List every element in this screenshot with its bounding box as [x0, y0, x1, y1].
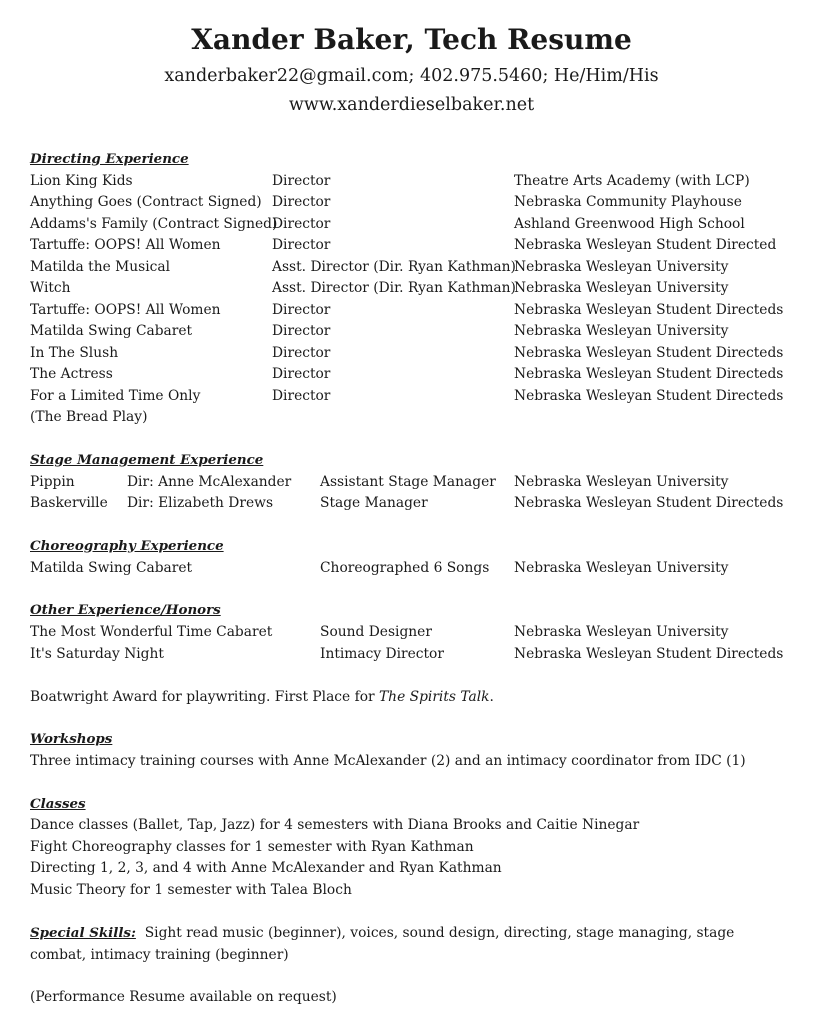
directing-show: Anything Goes (Contract Signed): [30, 194, 262, 210]
directing-role: Director: [272, 237, 331, 253]
other-venue: Nebraska Wesleyan University: [514, 624, 729, 640]
directing-venue: Nebraska Wesleyan University: [514, 323, 729, 339]
stage-management-heading: Stage Management Experience: [30, 452, 264, 468]
directing-role: Director: [272, 216, 331, 232]
directing-role: Asst. Director (Dir. Ryan Kathman): [272, 259, 516, 275]
workshops-text: Three intimacy training courses with Anne McAlexander (2) and an intimacy coordinator from IDC (1): [30, 753, 746, 769]
directing-role: Director: [272, 345, 331, 361]
contact-info: xanderbaker22@gmail.com; 402.975.5460; He/Him/His: [164, 66, 659, 86]
directing-venue: Nebraska Wesleyan University: [514, 280, 729, 296]
special-skills-heading: Special Skills:: [30, 925, 136, 941]
directing-venue: Nebraska Wesleyan Student Directed: [514, 237, 777, 253]
choreo-role: Choreographed 6 Songs: [320, 560, 490, 576]
sm-director: Dir: Anne McAlexander: [127, 474, 292, 490]
award-text: Boatwright Award for playwriting. First Place for: [30, 689, 379, 705]
directing-venue: Nebraska Community Playhouse: [514, 194, 742, 210]
directing-venue: Ashland Greenwood High School: [514, 216, 745, 232]
other-heading: Other Experience/Honors: [30, 602, 221, 618]
directing-venue: Nebraska Wesleyan Student Directeds: [514, 366, 784, 382]
class-item: Directing 1, 2, 3, and 4 with Anne McAlexander and Ryan Kathman: [30, 860, 502, 876]
directing-show: Matilda Swing Cabaret: [30, 323, 193, 339]
directing-role: Director: [272, 302, 331, 318]
choreo-show: Matilda Swing Cabaret: [30, 560, 193, 576]
directing-show: For a Limited Time Only: [30, 388, 201, 404]
award-end: .: [489, 689, 494, 705]
class-item: Dance classes (Ballet, Tap, Jazz) for 4 semesters with Diana Brooks and Caitie Ninegar: [30, 817, 640, 833]
other-show: It's Saturday Night: [30, 646, 164, 662]
directing-venue: Nebraska Wesleyan Student Directeds: [514, 345, 784, 361]
class-item: Music Theory for 1 semester with Talea Bloch: [30, 882, 352, 898]
directing-show: The Actress: [30, 366, 113, 382]
classes-heading: Classes: [30, 796, 86, 812]
special-skills: [30, 923, 780, 966]
directing-show: In The Slush: [30, 345, 119, 361]
sm-venue: Nebraska Wesleyan University: [514, 474, 729, 490]
sm-show: Pippin: [30, 474, 75, 490]
choreography-heading: Choreography Experience: [30, 538, 224, 554]
directing-venue: Nebraska Wesleyan Student Directeds: [514, 302, 784, 318]
sm-role: Stage Manager: [320, 495, 428, 511]
directing-role: Director: [272, 388, 331, 404]
directing-show: Lion King Kids: [30, 173, 133, 189]
sm-director: Dir: Elizabeth Drews: [127, 495, 274, 511]
directing-venue: Nebraska Wesleyan University: [514, 259, 729, 275]
other-role: Intimacy Director: [320, 646, 444, 662]
directing-show: Tartuffe: OOPS! All Women: [30, 302, 221, 318]
award-line: [30, 687, 494, 708]
directing-venue: Theatre Arts Academy (with LCP): [514, 173, 750, 189]
resume-title: Xander Baker, Tech Resume: [191, 23, 632, 56]
website-link[interactable]: www.xanderdieselbaker.net: [288, 95, 535, 115]
directing-show: Addams's Family (Contract Signed): [30, 216, 278, 232]
directing-role: Asst. Director (Dir. Ryan Kathman): [272, 280, 516, 296]
sm-venue: Nebraska Wesleyan Student Directeds: [514, 495, 784, 511]
directing-heading: Directing Experience: [30, 151, 189, 167]
directing-role: Director: [272, 323, 331, 339]
sm-show: Baskerville: [30, 495, 108, 511]
directing-role: Director: [272, 194, 331, 210]
directing-show: Witch: [30, 280, 71, 296]
directing-venue: Nebraska Wesleyan Student Directeds: [514, 388, 784, 404]
other-show: The Most Wonderful Time Cabaret: [30, 624, 273, 640]
workshops-heading: Workshops: [30, 731, 113, 747]
directing-role: Director: [272, 366, 331, 382]
footer-note: (Performance Resume available on request): [30, 989, 337, 1005]
other-role: Sound Designer: [320, 624, 432, 640]
directing-show: Matilda the Musical: [30, 259, 171, 275]
special-skills-text: Sight read music (beginner), voices, sound design, directing, stage managing, stage combat, intimacy training (beginner): [30, 925, 735, 963]
directing-show-continuation: (The Bread Play): [30, 409, 148, 425]
sm-role: Assistant Stage Manager: [320, 474, 496, 490]
directing-role: Director: [272, 173, 331, 189]
other-venue: Nebraska Wesleyan Student Directeds: [514, 646, 784, 662]
choreo-venue: Nebraska Wesleyan University: [514, 560, 729, 576]
class-item: Fight Choreography classes for 1 semester with Ryan Kathman: [30, 839, 474, 855]
directing-show: Tartuffe: OOPS! All Women: [30, 237, 221, 253]
award-title: The Spirits Talk: [378, 689, 490, 705]
